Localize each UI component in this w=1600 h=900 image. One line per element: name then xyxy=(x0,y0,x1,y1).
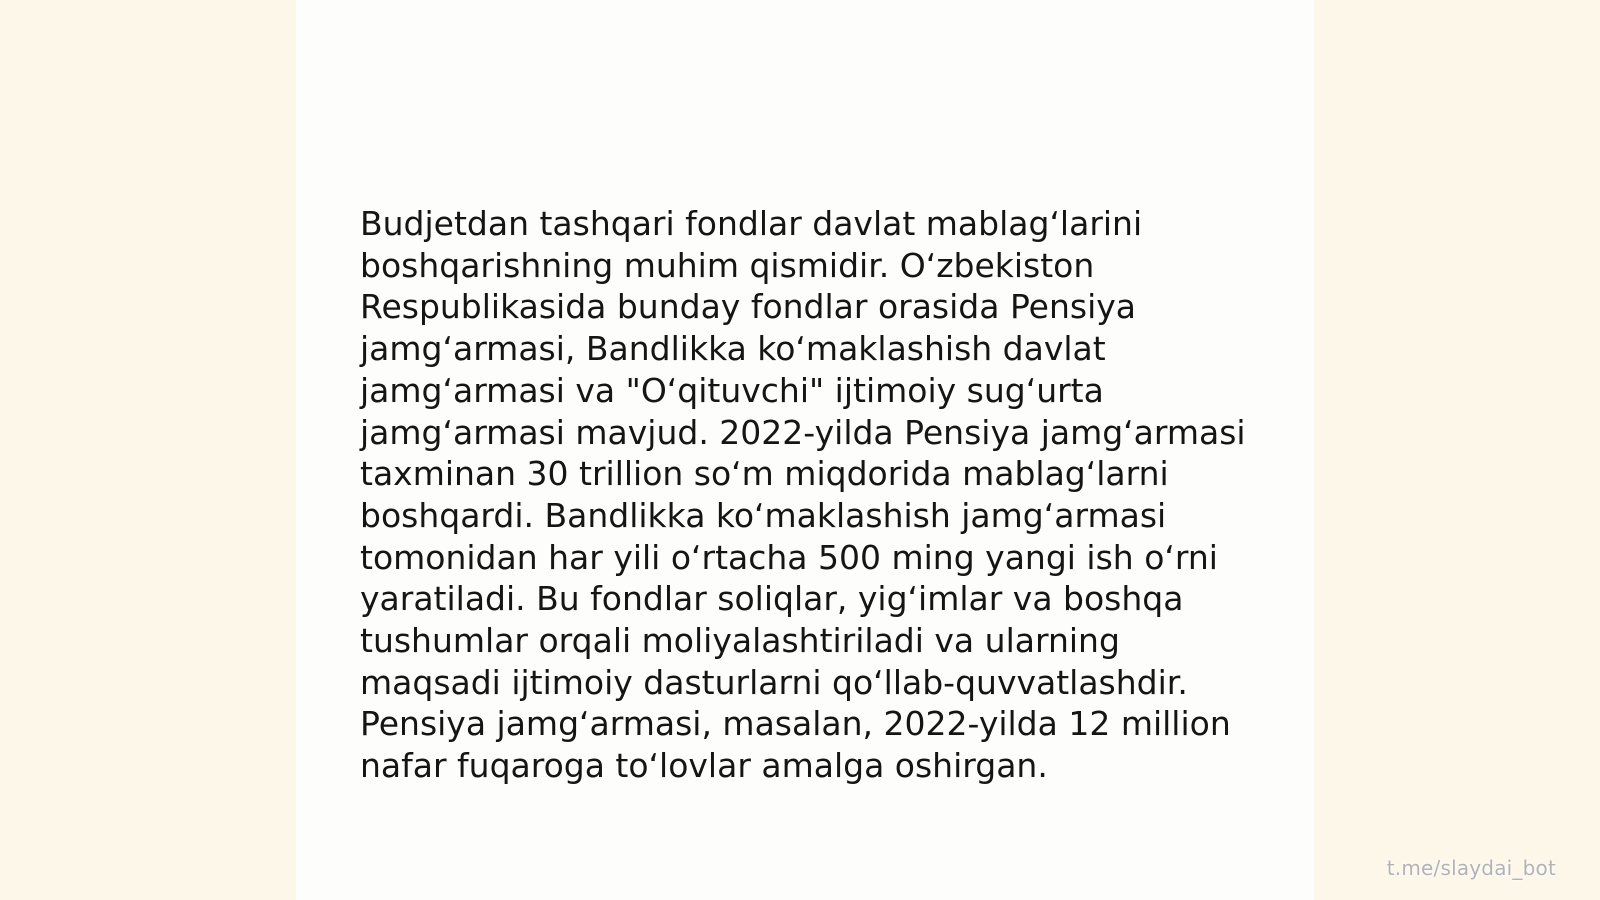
body-text-line: Pensiya jamg‘armasi, masalan, 2022-yilda 12 million xyxy=(360,704,1231,744)
body-text-line: boshqardi. Bandlikka ko‘maklashish jamg‘armasi xyxy=(360,495,1167,535)
body-text-line: jamg‘armasi va "O‘qituvchi" ijtimoiy sug‘urta xyxy=(360,370,1104,410)
body-text-line: Respublikasida bunday fondlar orasida Pensiya xyxy=(360,287,1136,327)
body-text-line: Budjetdan tashqari fondlar davlat mablag‘larini xyxy=(360,204,1143,243)
body-text-line: nafar fuqaroga to‘lovlar amalga oshirgan. xyxy=(360,746,1048,786)
body-text-line: tushumlar orqali moliyalashtiriladi va ularning xyxy=(360,621,1120,661)
watermark: t.me/slaydai_bot xyxy=(1386,856,1556,880)
body-text-line: jamg‘armasi mavjud. 2022-yilda Pensiya jamg‘armasi xyxy=(360,412,1246,452)
body-text-line: maqsadi ijtimoiy dasturlarni qo‘llab-quvvatlashdir. xyxy=(360,662,1188,702)
body-text-line: tomonidan har yili o‘rtacha 500 ming yangi ish o‘rni xyxy=(360,537,1218,577)
body-text-line: taxminan 30 trillion so‘m miqdorida mablag‘larni xyxy=(360,454,1169,494)
body-text-line: yaratiladi. Bu fondlar soliqlar, yig‘imlar va boshqa xyxy=(360,579,1184,619)
slide xyxy=(296,0,1314,900)
body-text-line: boshqarishning muhim qismidir. O‘zbekiston xyxy=(360,245,1095,285)
slide-body-text xyxy=(360,203,1260,787)
body-text-line: jamg‘armasi, Bandlikka ko‘maklashish davlat xyxy=(360,329,1106,369)
